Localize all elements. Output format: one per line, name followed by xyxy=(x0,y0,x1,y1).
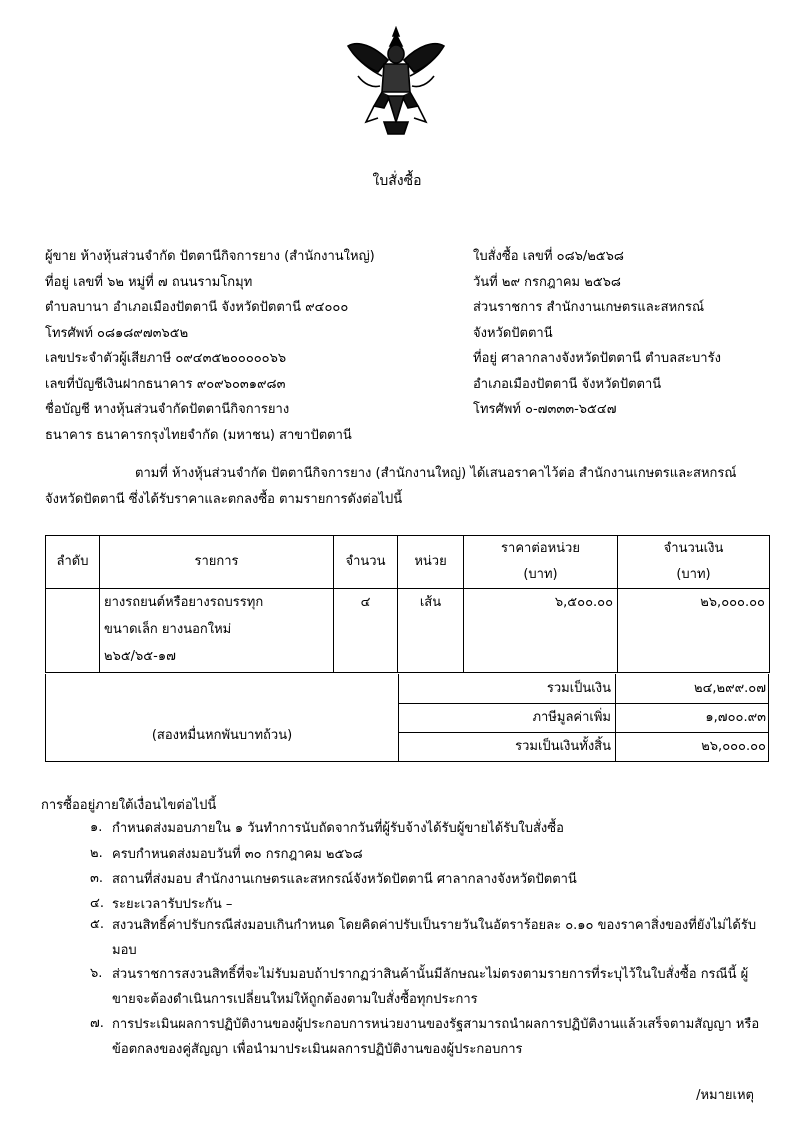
header-amount-unit: (บาท) xyxy=(676,567,711,582)
table-header-row xyxy=(46,536,770,589)
condition-number: ๗. xyxy=(90,1016,104,1031)
summary-section xyxy=(45,674,769,762)
buyer-address: ที่อยู่ ศาลากลางจังหวัดปัตตานี ตำบลสะบารัง xyxy=(473,351,721,366)
header-price xyxy=(464,536,618,589)
total-value: ๒๖,๐๐๐.๐๐ xyxy=(701,739,766,754)
table-row xyxy=(46,589,770,673)
seller-phone: โทรศัพท์ ๐๘๑๘๙๗๓๖๕๒ xyxy=(45,325,189,341)
header-qty: จำนวน xyxy=(334,536,398,589)
subtotal-label: รวมเป็นเงิน xyxy=(398,674,616,703)
cell-item xyxy=(100,589,334,673)
intro-line-2: จังหวัดปัตตานี ซึ่งได้รับราคาและตกลงซื้อ ตามรายการดังต่อไปนี้ xyxy=(45,492,403,507)
seller-bank: ธนาคาร ธนาคารกรุงไทยจำกัด (มหาชน) สาขาปัตตานี xyxy=(45,427,352,443)
footer-note: /หมายเหตุ xyxy=(696,1088,754,1103)
cell-qty: ๔ xyxy=(334,589,398,673)
garuda-emblem xyxy=(344,26,448,138)
cell-amount: ๒๖,๐๐๐.๐๐ xyxy=(618,589,770,673)
item-line-1: ยางรถยนต์หรือยางรถบรรทุก xyxy=(104,595,264,610)
order-number: ใบสั่งซื้อ เลขที่ ๐๘๖/๒๕๖๘ xyxy=(473,249,624,264)
amount-in-words: (สองหมื่นหกพันบาทถ้วน) xyxy=(151,728,293,743)
condition-text: ครบกำหนดส่งมอบวันที่ ๓๐ กรกฎาคม ๒๕๖๘ xyxy=(112,847,363,862)
cell-price: ๖,๕๐๐.๐๐ xyxy=(464,589,618,673)
buyer-agency: ส่วนราชการ สำนักงานเกษตรและสหกรณ์ xyxy=(473,300,705,315)
item-line-3: ๒๖๕/๖๕-๑๗ xyxy=(104,649,176,664)
header-price-label: ราคาต่อหน่วย xyxy=(501,541,580,556)
seller-tax-id: เลขประจำตัวผู้เสียภาษี ๐๙๔๓๕๒๐๐๐๐๐๖๖ xyxy=(45,351,287,366)
condition-text: ระยะเวลารับประกัน – xyxy=(112,897,233,912)
total-row xyxy=(398,732,769,761)
header-amount-label: จำนวนเงิน xyxy=(663,541,724,556)
item-line-2: ขนาดเล็ก ยางนอกใหม่ xyxy=(104,622,232,637)
condition-number: ๒. xyxy=(90,846,103,861)
order-date: วันที่ ๒๙ กรกฎาคม ๒๕๖๘ xyxy=(473,274,621,290)
header-price-unit: (บาท) xyxy=(523,567,558,582)
buyer-address-2: อำเภอเมืองปัตตานี จังหวัดปัตตานี xyxy=(473,376,662,392)
condition-number: ๑. xyxy=(90,820,103,835)
seller-info xyxy=(45,244,375,448)
condition-number: ๖. xyxy=(90,966,103,981)
condition-text: สงวนสิทธิ์ค่าปรับกรณีส่งมอบเกินกำหนด โดยคิดค่าปรับเป็นรายวันในอัตราร้อยละ ๐.๑๐ ของราคาสิ่งของที่ยังไม่ได้รับมอบ xyxy=(112,918,757,958)
condition-text: การประเมินผลการปฏิบัติงานของผู้ประกอบการหน่วยงานของรัฐสามารถนำผลการปฏิบัติงานแล้วเสร็จตามสัญญา หรือข้อตกลงของคู่สัญญา เพื่อนำมาประเมินผลการปฏิบัติงานของผู้ประกอบการ xyxy=(112,1017,760,1057)
buyer-province: จังหวัดปัตตานี xyxy=(473,325,553,341)
header-amount xyxy=(618,536,770,589)
seller-address: ที่อยู่ เลขที่ ๖๒ หมู่ที่ ๗ ถนนรามโกมุท xyxy=(45,274,253,290)
condition-number: ๕. xyxy=(90,917,104,932)
total-label: รวมเป็นเงินทั้งสิ้น xyxy=(398,732,616,761)
condition-number: ๓. xyxy=(90,871,104,886)
document-title: ใบสั่งซื้อ xyxy=(372,173,422,189)
intro-line-1: ตามที่ ห้างหุ้นส่วนจำกัด ปัตตานีกิจการยาง (สำนักงานใหญ่) ได้เสนอราคาไว้ต่อ สำนักงานเกษตรและสหกรณ์ xyxy=(135,466,737,481)
items-table xyxy=(45,535,770,673)
cell-no xyxy=(46,589,100,673)
header-unit: หน่วย xyxy=(398,536,464,589)
conditions-title: การซื้ออยู่ภายใต้เงื่อนไขต่อไปนี้ xyxy=(41,798,217,813)
buyer-info xyxy=(473,244,721,423)
seller-account-name: ชื่อบัญชี หางหุ้นส่วนจำกัดปัตตานีกิจการยาง xyxy=(45,402,290,417)
condition-text: สถานที่ส่งมอบ สำนักงานเกษตรและสหกรณ์จังหวัดปัตตานี ศาลากลางจังหวัดปัตตานี xyxy=(112,872,577,887)
seller-address-2: ตำบลบานา อำเภอเมืองปัตตานี จังหวัดปัตตานี ๙๔๐๐๐ xyxy=(45,300,349,315)
seller-name: ผู้ขาย ห้างหุ้นส่วนจำกัด ปัตตานีกิจการยาง (สำนักงานใหญ่) xyxy=(45,249,375,264)
header-no: ลำดับ xyxy=(46,536,100,589)
vat-label: ภาษีมูลค่าเพิ่ม xyxy=(398,703,616,732)
condition-text: กำหนดส่งมอบภายใน ๑ วันทำการนับถัดจากวันที่ผู้รับจ้างได้รับผู้ขายได้รับใบสั่งซื้อ xyxy=(112,821,564,836)
condition-text: ส่วนราชการสงวนสิทธิ์ที่จะไม่รับมอบถ้าปรากฏว่าสินค้านั้นมีลักษณะไม่ตรงตามรายการที่ระบุไว้ในใบสั่งซื้อ กรณีนี้ ผู้ขายจะต้องดำเนินการเปลี่ยนใหม่ให้ถูกต้องตามใบสั่งซื้อทุกประการ xyxy=(112,967,749,1007)
buyer-phone: โทรศัพท์ ๐-๗๓๓๓-๖๕๔๗ xyxy=(473,402,617,417)
subtotal-row xyxy=(398,674,769,704)
header-item: รายการ xyxy=(100,536,334,589)
vat-row xyxy=(398,703,769,733)
condition-number: ๔. xyxy=(90,896,104,911)
vat-value: ๑,๗๐๐.๙๓ xyxy=(705,710,766,725)
cell-unit: เส้น xyxy=(398,589,464,673)
subtotal-value: ๒๔,๒๙๙.๐๗ xyxy=(694,681,766,696)
seller-account-number: เลขที่บัญชีเงินฝากธนาคาร ๙๐๙๖๐๓๑๙๘๓ xyxy=(45,376,286,392)
summary-words-box xyxy=(46,674,399,761)
